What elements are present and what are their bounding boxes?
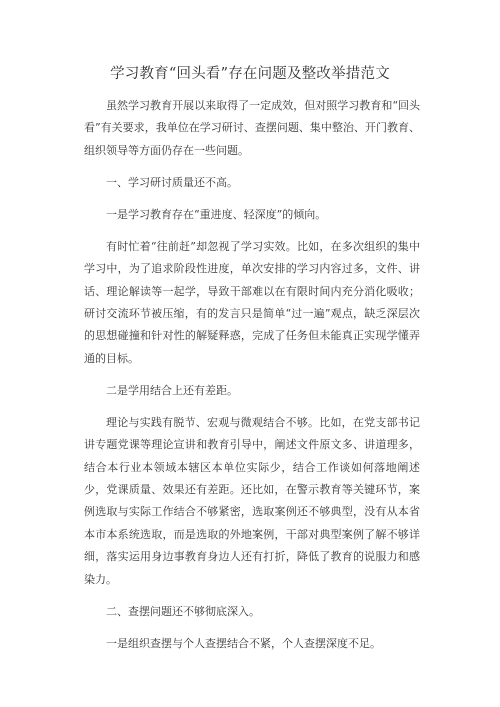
- section-heading-2: 二、查摆问题还不够彻底深入。: [106, 604, 260, 618]
- section-heading-1: 一、学习研讨质量还不高。: [106, 175, 238, 189]
- subheading-2-1: 一是组织查摆与个人查摆结合不紧，个人查摆深度不足。: [106, 636, 381, 650]
- document-body: [84, 95, 420, 665]
- subheading-1-1: 一是学习教育存在“重进度、轻深度”的倾向。: [106, 207, 327, 221]
- paragraph-intro: 虽然学习教育开展以来取得了一定成效，但对照学习教育和“回头看”有关要求，我单位在学习研讨、查摆问题、集中整治、开门教育、组织领导等方面仍存在一些问题。: [84, 99, 420, 157]
- paragraph-1-2: 理论与实践有脱节、宏观与微观结合不够。比如，在党支部书记讲专题党课等理论宣讲和教育引导中，阐述文件原文多、讲道理多，结合本行业本领域本辖区本单位实际少，结合工作谈如何落地阐述少，党课质量、效果还有差距。还比如，在警示教育等关键环节，案例选取与实际工作结合不够紧密，选取案例还不够典型，没有从本省本市本系统选取，而是选取的外地案例，干部对典型案例了解不够详细，落实运用身边事教育身边人还有打折，降低了教育的说服力和感染力。: [84, 415, 420, 586]
- document-title: 学习教育“回头看”存在问题及整改举措范文: [110, 66, 390, 82]
- subheading-1-2: 二是学用结合上还有差距。: [106, 383, 238, 397]
- paragraph-1-1: 有时忙着“往前赶”却忽视了学习实效。比如，在多次组织的集中学习中，为了追求阶段性进度，单次安排的学习内容过多，文件、讲话、理论解读等一起学，导致干部难以在有限时间内充分消化吸收；研讨交流环节被压缩，有的发言只是简单“过一遍”观点，缺乏深层次的思想碰撞和针对性的解疑释惑，完成了任务但未能真正实现学懂弄通的目标。: [84, 239, 420, 365]
